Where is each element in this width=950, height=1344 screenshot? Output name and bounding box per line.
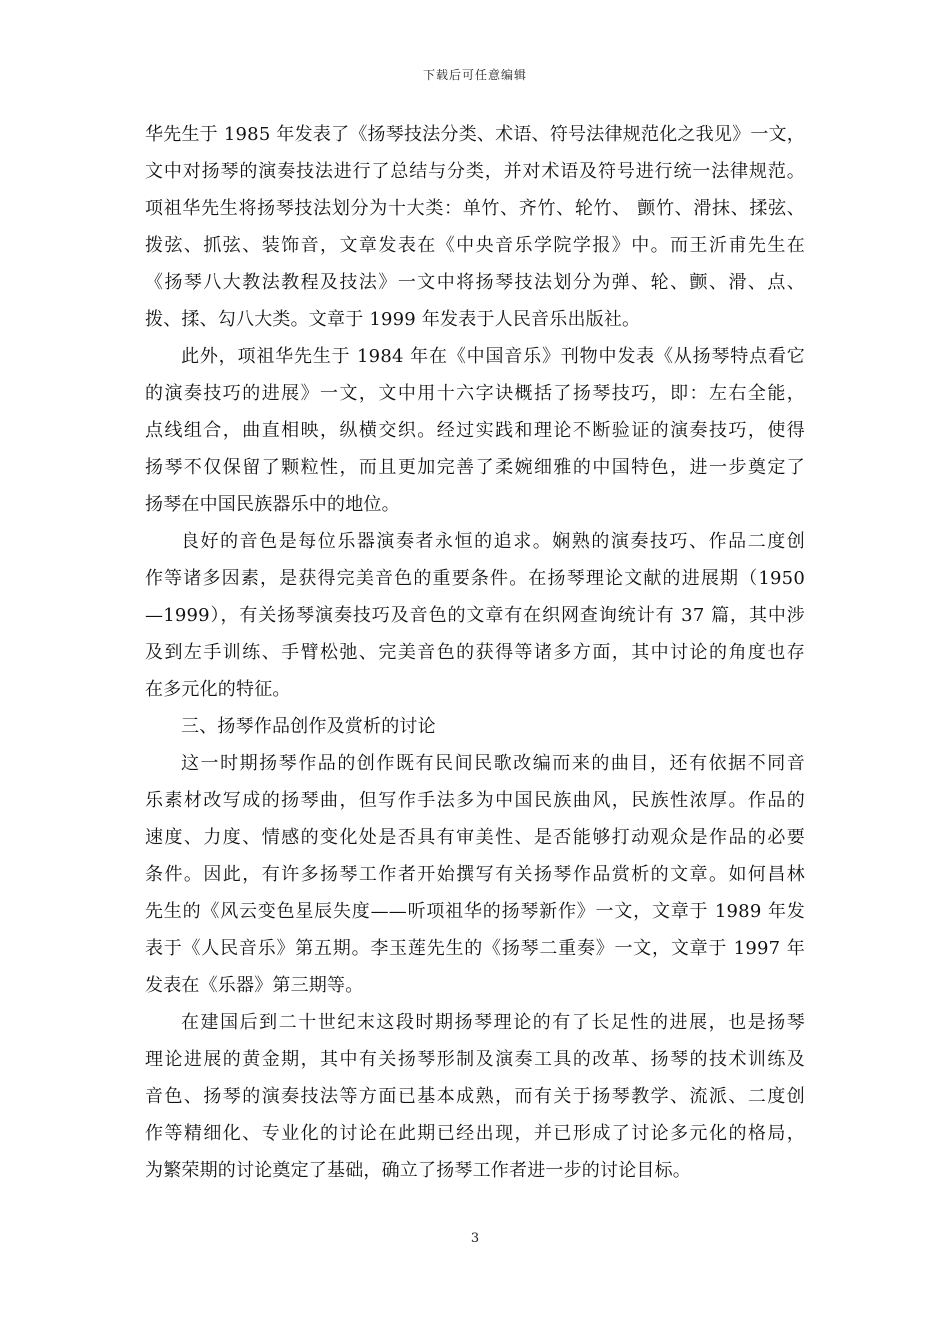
text-line: 表于《人民音乐》第五期。李玉莲先生的《扬琴二重奏》一文，文章于 1997 年 [145, 938, 805, 959]
page-header: 下载后可任意编辑 [422, 68, 527, 82]
text-line: 为繁荣期的讨论奠定了基础，确立了扬琴工作者进一步的讨论目标。 [145, 1160, 691, 1181]
text-line: 条件。因此，有许多扬琴工作者开始撰写有关扬琴作品赏析的文章。如何昌林 [145, 864, 805, 885]
paragraph-summary [145, 1004, 805, 1189]
text-line: 先生的《风云变色星辰失度——听项祖华的扬琴新作》一文，文章于 1989 年发 [145, 901, 805, 922]
section-heading [145, 708, 805, 745]
text-line: 作等精细化、专业化的讨论在此期已经出现，并已形成了讨论多元化的格局， [145, 1123, 805, 1144]
text-line: 扬琴在中国民族器乐中的地位。 [145, 494, 400, 515]
section-heading-text: 三、扬琴作品创作及赏析的讨论 [181, 716, 436, 737]
paragraph-technique-classification [145, 116, 805, 338]
text-line: 在建国后到二十世纪末这段时期扬琴理论的有了长足性的进展，也是扬琴 [181, 1012, 805, 1033]
text-line: 项祖华先生将扬琴技法划分为十大类：单竹、齐竹、轮竹、 颤竹、滑抹、揉弦、 [145, 198, 805, 219]
text-line: 乐素材改写成的扬琴曲，但写作手法多为中国民族曲风，民族性浓厚。作品的 [145, 790, 805, 811]
text-line: 及到左手训练、手臂松弛、完美音色的获得等诸多方面，其中讨论的角度也存 [145, 642, 805, 663]
text-line: 理论进展的黄金期，其中有关扬琴形制及演奏工具的改革、扬琴的技术训练及 [145, 1049, 805, 1070]
text-line: —1999），有关扬琴演奏技巧及音色的文章有在织网查询统计有 37 篇，其中涉 [145, 605, 805, 626]
page-number: 3 [470, 1231, 480, 1246]
text-line: 在多元化的特征。 [145, 679, 291, 700]
text-line: 发表在《乐器》第三期等。 [145, 975, 364, 996]
text-line: 良好的音色是每位乐器演奏者永恒的追求。娴熟的演奏技巧、作品二度创 [181, 531, 805, 552]
text-line: 扬琴不仅保留了颗粒性，而且更加完善了柔婉细雅的中国特色，进一步奠定了 [145, 457, 805, 478]
text-line: 文中对扬琴的演奏技法进行了总结与分类，并对术语及符号进行统一法律规范。 [145, 161, 805, 182]
paragraph-sixteen-character-formula [145, 338, 805, 523]
text-line: 的演奏技巧的进展》一文，文中用十六字诀概括了扬琴技巧，即：左右全能， [145, 383, 805, 404]
document-body [145, 116, 805, 1189]
text-line: 《扬琴八大教法教程及技法》一文中将扬琴技法划分为弹、轮、颤、滑、点、 [145, 272, 805, 293]
paragraph-timbre [145, 523, 805, 708]
text-line: 点线组合，曲直相映，纵横交织。经过实践和理论不断验证的演奏技巧，使得 [145, 420, 805, 441]
text-line: 此外，项祖华先生于 1984 年在《中国音乐》刊物中发表《从扬琴特点看它 [181, 346, 805, 367]
text-line: 拨、揉、勾八大类。文章于 1999 年发表于人民音乐出版社。 [145, 309, 641, 330]
paragraph-works-appreciation [145, 745, 805, 1004]
text-line: 速度、力度、情感的变化处是否具有审美性、是否能够打动观众是作品的必要 [145, 827, 805, 848]
text-line: 华先生于 1985 年发表了《扬琴技法分类、术语、符号法律规范化之我见》一文， [145, 124, 805, 145]
text-line: 拨弦、抓弦、装饰音，文章发表在《中央音乐学院学报》中。而王沂甫先生在 [145, 235, 805, 256]
text-line: 作等诸多因素，是获得完美音色的重要条件。在扬琴理论文献的进展期（1950 [145, 568, 805, 589]
text-line: 这一时期扬琴作品的创作既有民间民歌改编而来的曲目，还有依据不同音 [181, 753, 805, 774]
text-line: 音色、扬琴的演奏技法等方面已基本成熟，而有关于扬琴教学、流派、二度创 [145, 1086, 805, 1107]
